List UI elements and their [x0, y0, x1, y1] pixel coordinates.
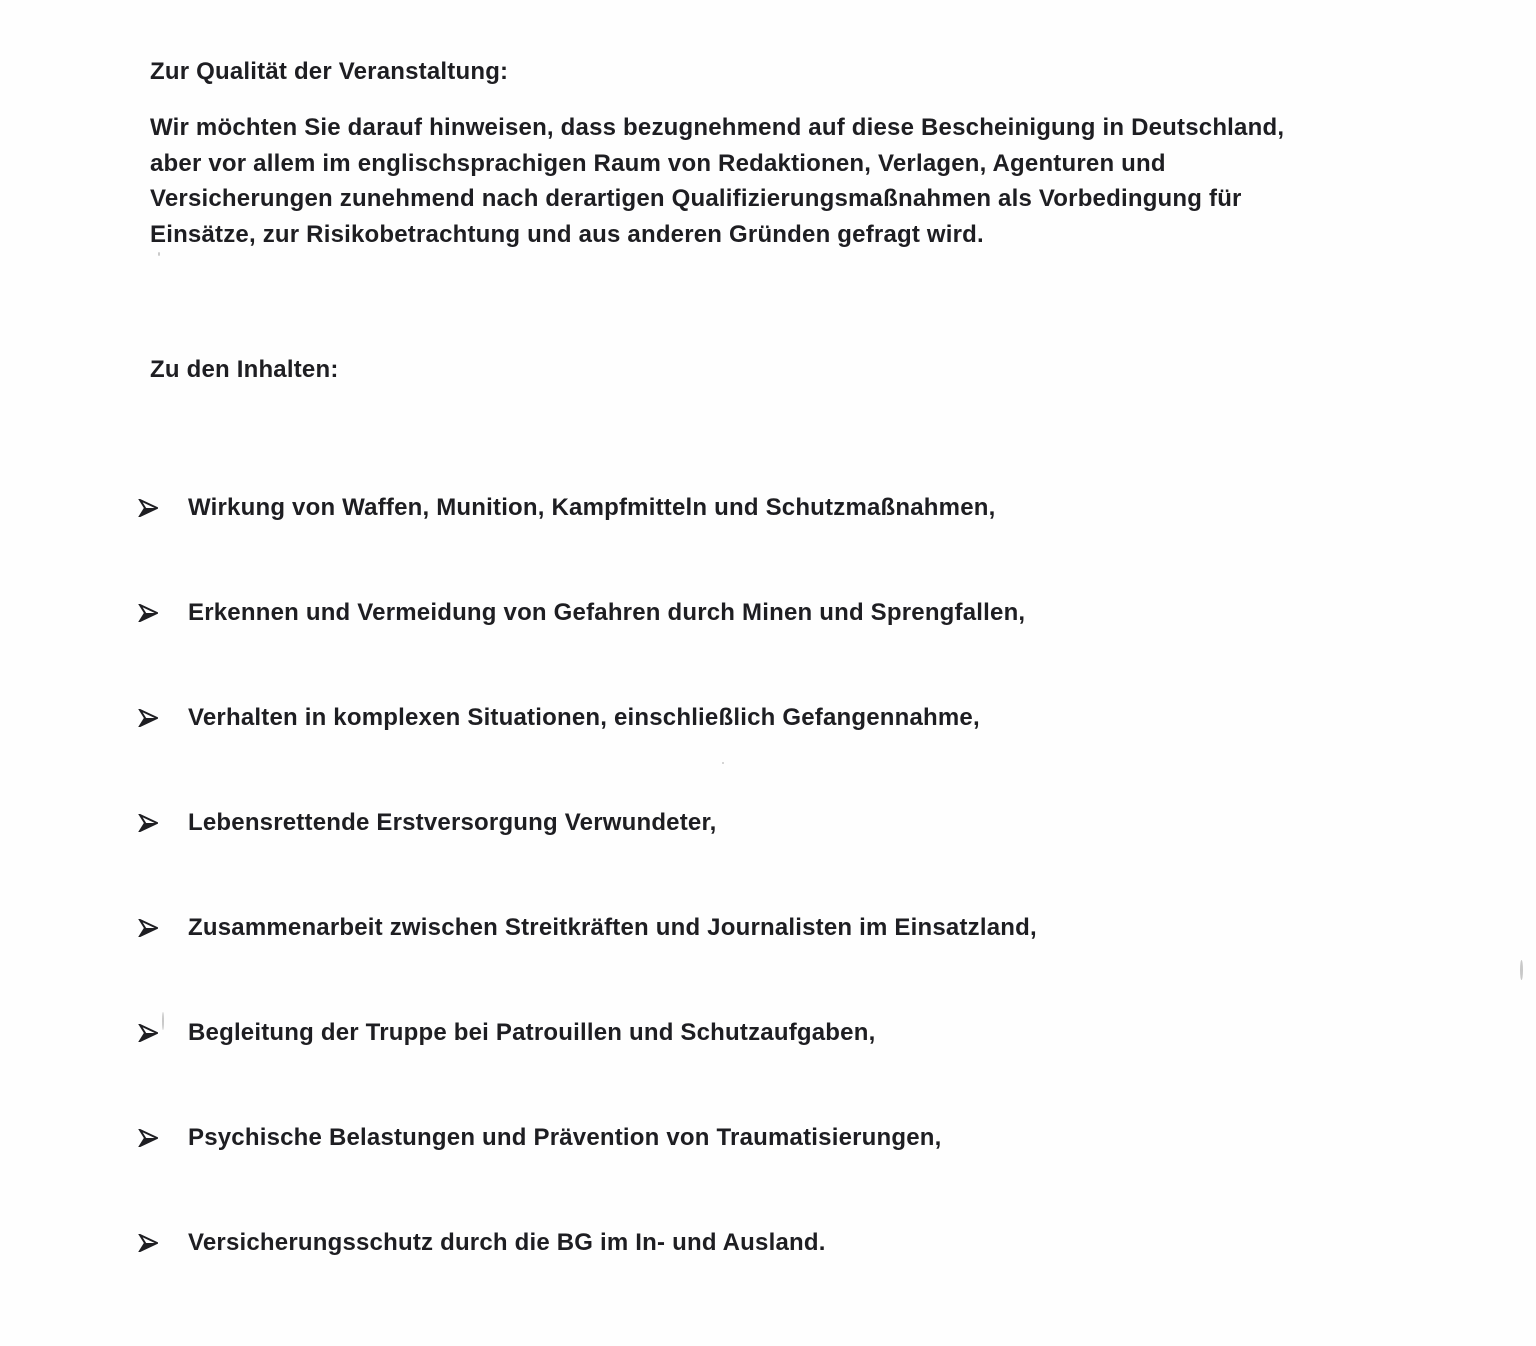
list-item — [138, 809, 1037, 914]
list-item — [138, 704, 1037, 809]
quality-paragraph — [150, 110, 1490, 252]
arrowhead-bullet-icon — [138, 914, 188, 942]
list-item — [138, 494, 1037, 599]
paragraph-line: aber vor allem im englischsprachigen Raum von Redaktionen, Verlagen, Agenturen und — [150, 149, 1166, 177]
list-item-text: Zusammenarbeit zwischen Streitkräften und Journalisten im Einsatzland, — [188, 914, 1037, 941]
contents-list — [138, 494, 1037, 1334]
arrowhead-bullet-icon — [138, 1229, 188, 1257]
arrowhead-bullet-icon — [138, 704, 188, 732]
arrowhead-bullet-icon — [138, 809, 188, 837]
list-item — [138, 1124, 1037, 1229]
scan-speck — [1520, 960, 1523, 980]
list-item — [138, 1229, 1037, 1334]
contents-heading: Zu den Inhalten: — [150, 356, 339, 383]
scan-speck — [158, 252, 160, 256]
list-item-text: Wirkung von Waffen, Munition, Kampfmitteln und Schutzmaßnahmen, — [188, 494, 996, 521]
scan-speck — [722, 762, 724, 764]
list-item-text: Verhalten in komplexen Situationen, einschließlich Gefangennahme, — [188, 704, 980, 731]
list-item — [138, 914, 1037, 1019]
list-item-text: Versicherungsschutz durch die BG im In- und Ausland. — [188, 1229, 826, 1256]
list-item-text: Erkennen und Vermeidung von Gefahren durch Minen und Sprengfallen, — [188, 599, 1026, 626]
list-item-text: Psychische Belastungen und Prävention von Traumatisierungen, — [188, 1124, 942, 1151]
list-item-text: Begleitung der Truppe bei Patrouillen und Schutzaufgaben, — [188, 1019, 876, 1046]
paragraph-line: Versicherungen zunehmend nach derartigen Qualifizierungsmaßnahmen als Vorbedingung für — [150, 185, 1242, 212]
paragraph-line: Einsätze, zur Risikobetrachtung und aus anderen Gründen gefragt wird. — [150, 220, 984, 248]
arrowhead-bullet-icon — [138, 599, 188, 627]
list-item — [138, 1019, 1037, 1124]
paragraph-line: Wir möchten Sie darauf hinweisen, dass bezugnehmend auf diese Bescheinigung in Deutschland, — [150, 114, 1285, 141]
arrowhead-bullet-icon — [138, 494, 188, 522]
scan-speck — [162, 1012, 164, 1030]
arrowhead-bullet-icon — [138, 1124, 188, 1152]
list-item-text: Lebensrettende Erstversorgung Verwundeter, — [188, 809, 717, 836]
quality-heading: Zur Qualität der Veranstaltung: — [150, 58, 509, 85]
list-item — [138, 599, 1037, 704]
